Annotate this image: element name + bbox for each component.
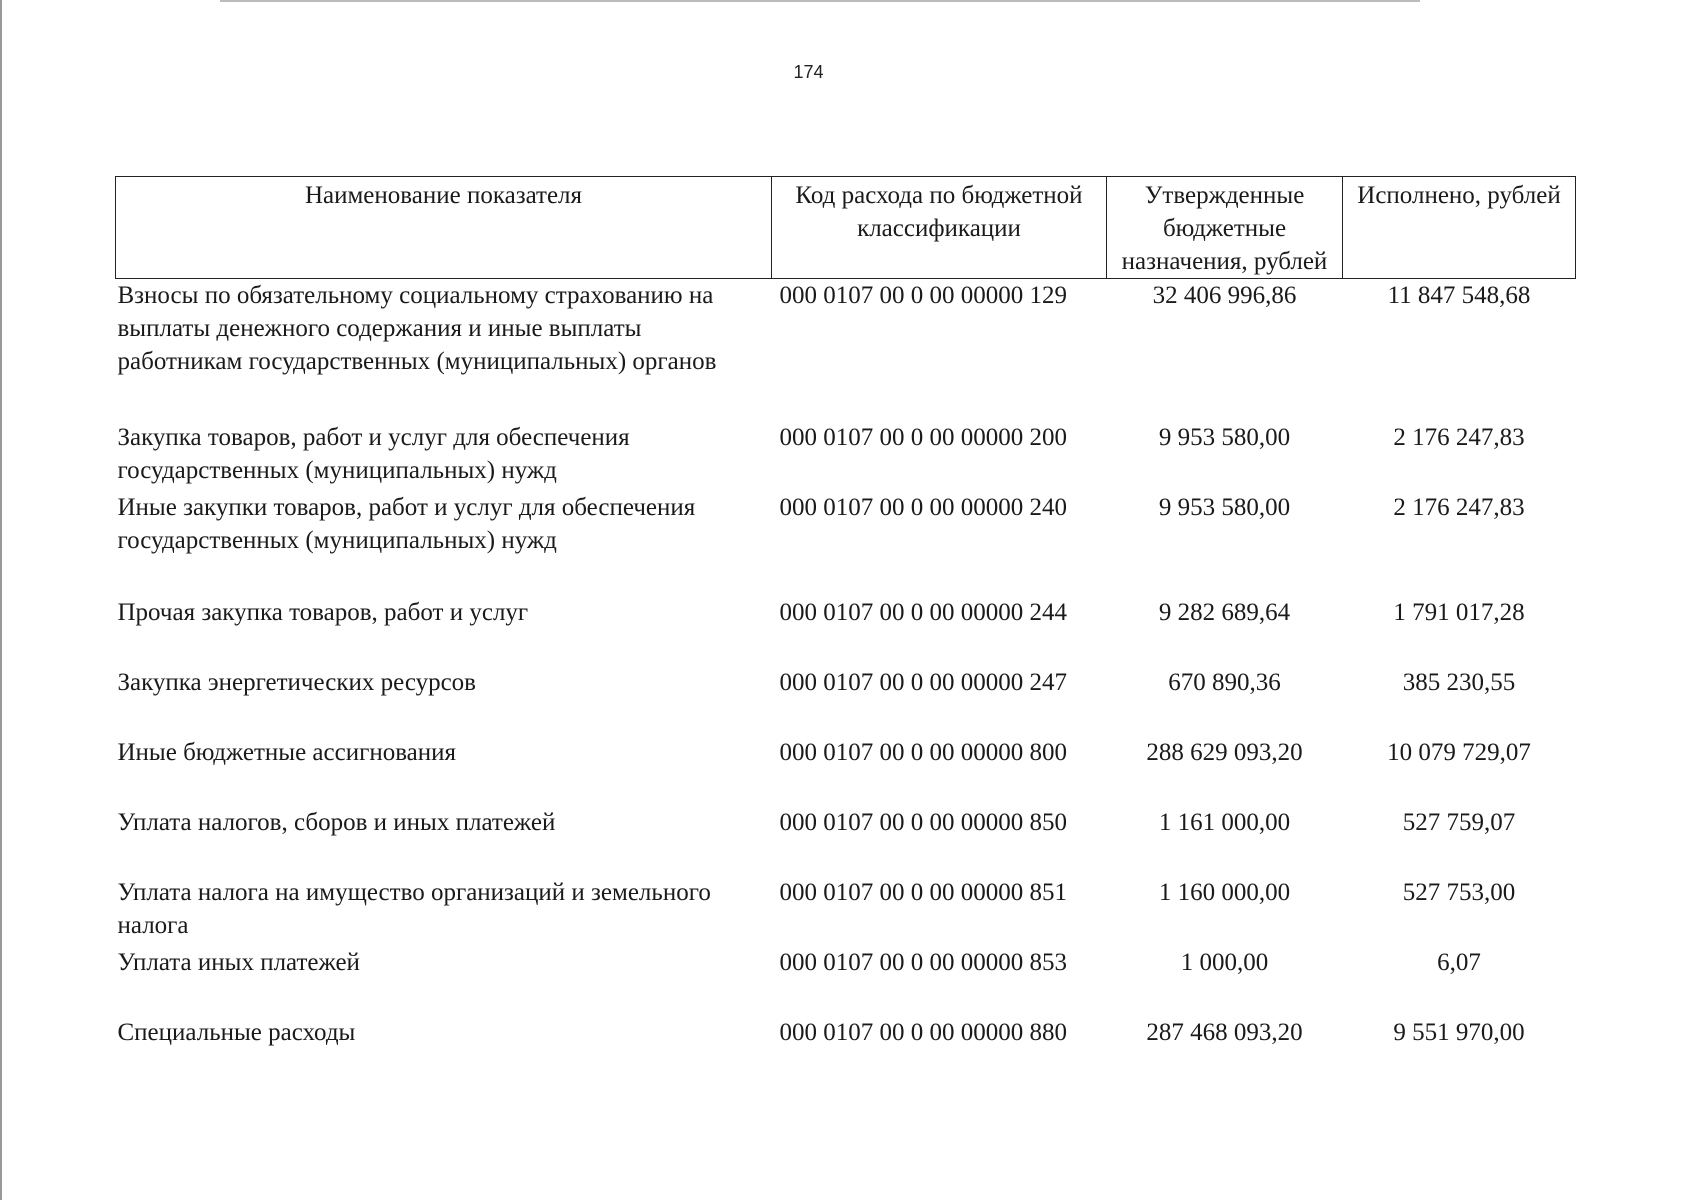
row-code: 000 0107 00 0 00 00000 244: [779, 599, 1067, 626]
row-approved: 9 953 580,00: [1158, 424, 1291, 451]
row-name: Иные закупки товаров, работ и услуг для обеспечения государственных (муниципальных) нужд: [117, 494, 696, 554]
table-header-row: [116, 177, 1576, 279]
row-name: Прочая закупка товаров, работ и услуг: [117, 599, 529, 626]
row-executed: 6,07: [1437, 949, 1481, 976]
row-name: Взносы по обязательному социальному страхованию на выплаты денежного содержания и иные выплаты работникам государственных (муниципальных) органов: [117, 282, 717, 375]
row-code: 000 0107 00 0 00 00000 880: [779, 1019, 1067, 1046]
row-name: Закупка энергетических ресурсов: [117, 669, 476, 696]
page-number: 174: [793, 62, 824, 82]
row-code: 000 0107 00 0 00 00000 850: [779, 809, 1067, 836]
table-row: [116, 806, 1576, 876]
row-code: 000 0107 00 0 00 00000 247: [779, 669, 1067, 696]
row-name: Специальные расходы: [117, 1019, 356, 1046]
table-row: [116, 876, 1576, 946]
table-row: [116, 1016, 1576, 1086]
row-approved: 1 161 000,00: [1158, 809, 1291, 836]
table-row: [116, 946, 1576, 1016]
row-approved: 32 406 996,86: [1152, 282, 1297, 309]
row-approved: 1 000,00: [1180, 949, 1269, 976]
row-executed: 11 847 548,68: [1387, 282, 1531, 309]
row-code: 000 0107 00 0 00 00000 240: [779, 494, 1067, 521]
row-executed: 385 230,55: [1402, 669, 1516, 696]
row-name: Уплата налогов, сборов и иных платежей: [117, 809, 556, 836]
header-executed-amount: Исполнено, рублей: [1343, 177, 1576, 279]
header-expense-code: Код расхода по бюджетной классификации: [772, 177, 1107, 279]
table-row: [116, 279, 1576, 422]
row-approved: 9 282 689,64: [1158, 599, 1291, 626]
row-approved: 1 160 000,00: [1158, 879, 1291, 906]
table-row: [116, 736, 1576, 806]
scan-edge-line: [0, 0, 2, 1200]
budget-execution-table: [115, 176, 1576, 1086]
row-executed: 2 176 247,83: [1393, 424, 1525, 451]
row-name: Закупка товаров, работ и услуг для обеспечения государственных (муниципальных) нужд: [117, 424, 630, 484]
row-name: Иные бюджетные ассигнования: [117, 739, 457, 766]
row-code: 000 0107 00 0 00 00000 851: [779, 879, 1067, 906]
table-row: [116, 491, 1576, 596]
row-executed: 1 791 017,28: [1393, 599, 1525, 626]
row-approved: 9 953 580,00: [1158, 494, 1291, 521]
scan-top-line: [220, 0, 1420, 2]
row-executed: 9 551 970,00: [1393, 1019, 1525, 1046]
row-executed: 10 079 729,07: [1387, 739, 1531, 766]
row-approved: 288 629 093,20: [1146, 739, 1303, 766]
row-name: Уплата налога на имущество организаций и земельного налога: [117, 879, 711, 939]
row-approved: 670 890,36: [1168, 669, 1281, 696]
table-row: [116, 596, 1576, 666]
table-row: [116, 666, 1576, 736]
row-code: 000 0107 00 0 00 00000 200: [779, 424, 1067, 451]
header-approved-amount: Утвержденные бюджетные назначения, рублей: [1107, 177, 1343, 279]
row-approved: 287 468 093,20: [1146, 1019, 1303, 1046]
row-executed: 2 176 247,83: [1393, 494, 1525, 521]
row-code: 000 0107 00 0 00 00000 853: [779, 949, 1067, 976]
row-name: Уплата иных платежей: [117, 949, 360, 976]
header-indicator-name: Наименование показателя: [116, 177, 772, 279]
row-executed: 527 753,00: [1402, 879, 1516, 906]
row-executed: 527 759,07: [1402, 809, 1516, 836]
row-code: 000 0107 00 0 00 00000 800: [779, 739, 1067, 766]
row-code: 000 0107 00 0 00 00000 129: [779, 282, 1067, 309]
table-row: [116, 421, 1576, 491]
